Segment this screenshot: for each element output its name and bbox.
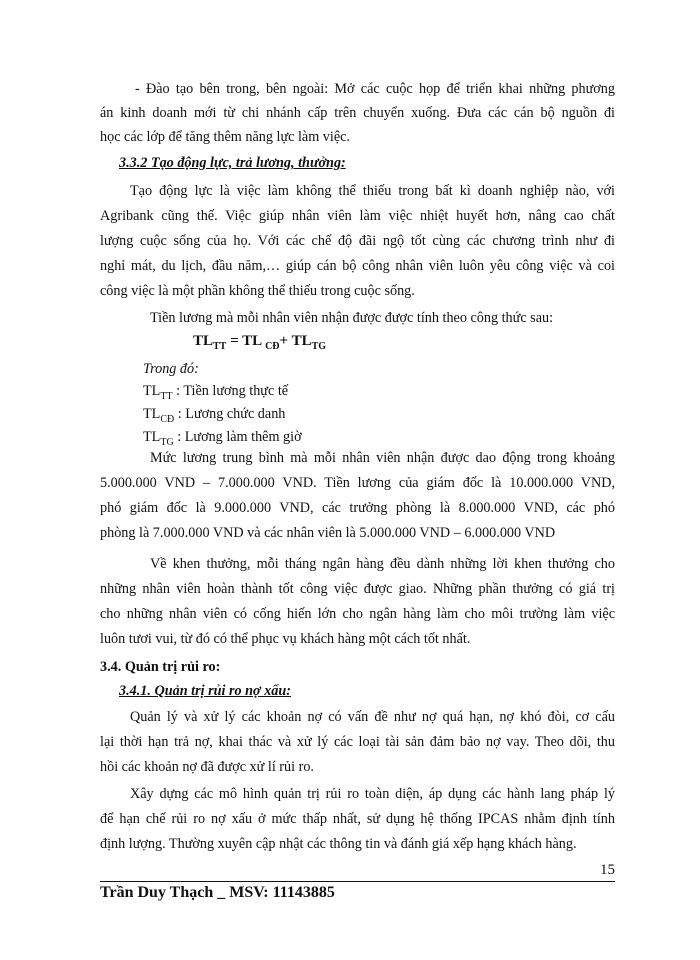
text-line: - Đào tạo bên trong, bên ngoài: Mở các cuộc họp để triển khai những phương (135, 81, 615, 97)
text-line: định lượng. Thường xuyên cập nhật các thông tin và đánh giá xếp hạng khách hàng. (100, 836, 577, 852)
formula-intro: Tiền lương mà mỗi nhân viên nhận được được tính theo công thức sau: (150, 310, 554, 326)
footer-author: Trần Duy Thạch _ MSV: 11143885 (100, 884, 335, 901)
text-line: Mức lương trung bình mà mỗi nhân viên nhận được dao động trong khoảng (150, 450, 615, 466)
definition-item: $TL_{CĐ}$ : Lương chức danh (143, 406, 286, 425)
page-number: 15 (600, 862, 615, 878)
definitions-intro: Trong đó: (143, 361, 199, 377)
text-line: phó giám đốc là 9.000.000 VND, các trưởng phòng là 8.000.000 VND, các phó (100, 500, 615, 516)
text-line: cho những nhân viên có cống hiến lớn cho ngân hàng làm cho môi trường làm việc (100, 606, 615, 622)
text-line: lại thời hạn trả nợ, khai thác và xử lý các loại tài sản đảm bảo nợ vay. Theo dõi, thu (100, 734, 615, 750)
text-line: những nhân viên hoàn thành tốt công việc được giao. Những phần thưởng có giá trị (100, 581, 615, 597)
text-line: Agribank cũng thế. Việc giúp nhân viên làm việc nhiệt huyết hơn, nâng cao chất (100, 208, 615, 224)
section-heading-3-4-1: 3.4.1. Quản trị rủi ro nợ xấu: (119, 683, 292, 699)
text-line: công việc là một phần không thể thiếu trong cuộc sống. (100, 283, 415, 299)
text-line: hồi các khoản nợ đã được xử lí rủi ro. (100, 759, 314, 775)
text-line: nghỉ mát, du lịch, đầu năm,… giúp cán bộ công nhân viên luôn yêu công việc và coi (100, 258, 615, 274)
text-line: phòng là 7.000.000 VND và các nhân viên là 5.000.000 VND – 6.000.000 VND (100, 525, 556, 541)
definition-item: $TL_{TT}$ : Tiền lương thực tế (143, 383, 289, 402)
text-line: Xây dựng các mô hình quản trị rủi ro toàn diện, áp dụng các hành lang pháp lý (130, 786, 615, 802)
text-line: học các lớp để tăng thêm năng lực làm việc. (100, 129, 350, 145)
text-line: Về khen thưởng, mỗi tháng ngân hàng đều dành những lời khen thưởng cho (150, 556, 615, 572)
text-line: án kinh doanh mới từ chi nhánh cấp trên chuyển xuống. Đưa các cán bộ nguồn đi (100, 105, 615, 121)
footer-divider (100, 881, 615, 882)
text-line: luôn tươi vui, từ đó có thể phục vụ khách hàng một cách tốt nhất. (100, 631, 471, 647)
section-heading-3-4: 3.4. Quản trị rủi ro: (100, 659, 221, 675)
text-line: Quản lý và xử lý các khoản nợ có vấn đề như nợ quá hạn, nợ khó đòi, cơ cấu (130, 709, 615, 725)
definition-item: $TL_{TG}$ : Lương làm thêm giờ (143, 429, 302, 448)
text-line: để hạn chế rủi ro nợ xấu ở mức thấp nhất, sử dụng hệ thống IPCAS nhằm định tính (100, 811, 615, 827)
salary-formula: $TL_{TT}$ = TL $_{CĐ}+ TL_{TG}$ (193, 333, 327, 352)
text-line: Tạo động lực là việc làm không thể thiếu trong bất kì doanh nghiệp nào, với (130, 183, 615, 199)
text-line: lượng cuộc sống của họ. Với các chế độ đãi ngộ tốt cùng các chương trình như đi (100, 233, 615, 249)
section-heading-3-3-2: 3.3.2 Tạo động lực, trả lương, thưởng: (119, 155, 346, 171)
text-line: 5.000.000 VND – 7.000.000 VND. Tiền lương của giám đốc là 10.000.000 VND, (100, 475, 615, 491)
